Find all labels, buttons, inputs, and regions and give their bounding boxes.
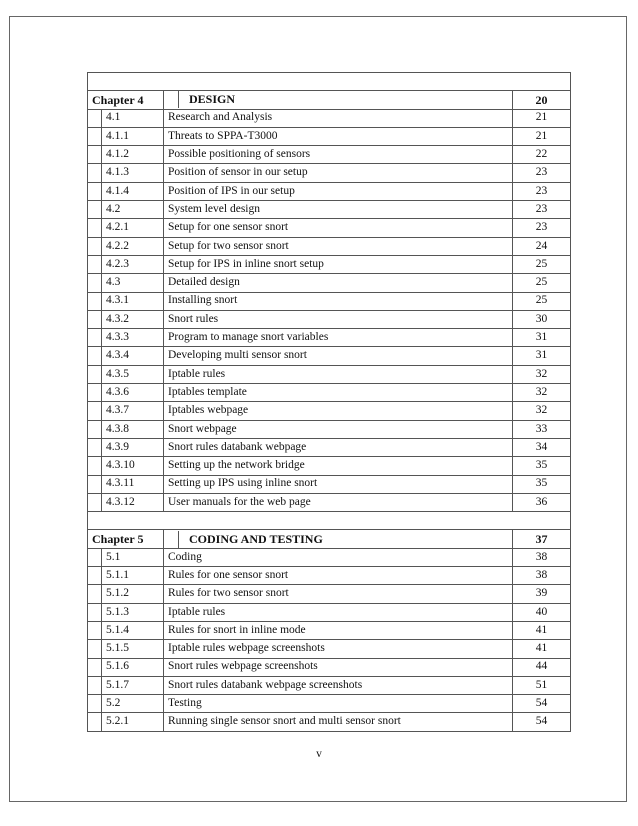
toc-entry-row [88,109,571,127]
section-page: 40 [513,603,571,621]
section-title: Research and Analysis [164,109,513,127]
section-title: System level design [164,201,513,219]
section-number: 5.1.4 [102,621,164,639]
toc-entry-row [88,384,571,402]
section-page: 25 [513,255,571,273]
section-title: Program to manage snort variables [164,329,513,347]
section-title: Running single sensor snort and multi sensor snort [164,713,513,731]
section-page: 38 [513,548,571,566]
section-number: 5.1.1 [102,567,164,585]
section-page: 34 [513,438,571,456]
section-page: 41 [513,640,571,658]
section-number: 4.3.1 [102,292,164,310]
section-number: 4.3 [102,274,164,292]
section-title: User manuals for the web page [164,493,513,511]
section-number: 5.2 [102,695,164,713]
section-page: 23 [513,182,571,200]
section-number: 4.3.3 [102,329,164,347]
section-page: 21 [513,127,571,145]
section-page: 23 [513,219,571,237]
section-number: 4.3.9 [102,438,164,456]
section-title: Snort rules databank webpage screenshots [164,676,513,694]
toc-entry-row [88,676,571,694]
toc-entry-row [88,457,571,475]
section-number: 4.2 [102,201,164,219]
section-title: Setting up the network bridge [164,457,513,475]
section-title: Detailed design [164,274,513,292]
section-page: 44 [513,658,571,676]
toc-entry-row [88,640,571,658]
section-number: 4.2.3 [102,255,164,273]
section-title: Rules for snort in inline mode [164,621,513,639]
section-page: 54 [513,695,571,713]
section-title: Setup for IPS in inline snort setup [164,255,513,273]
section-title: Snort webpage [164,420,513,438]
section-page: 32 [513,402,571,420]
section-title: Snort rules databank webpage [164,438,513,456]
section-title: Coding [164,548,513,566]
toc-body [88,73,571,732]
section-title: Setup for two sensor snort [164,237,513,255]
section-page: 21 [513,109,571,127]
section-number: 5.1.2 [102,585,164,603]
toc-entry-row [88,182,571,200]
toc-entry-row [88,585,571,603]
section-page: 38 [513,567,571,585]
toc-entry-row [88,420,571,438]
toc-entry-row [88,127,571,145]
section-page: 33 [513,420,571,438]
section-title: Iptables template [164,384,513,402]
chapter-page: 20 [513,91,571,109]
section-page: 39 [513,585,571,603]
section-number: 4.3.11 [102,475,164,493]
chapter-title: DESIGN [178,91,235,108]
toc-entry-row [88,603,571,621]
section-number: 4.1.4 [102,182,164,200]
toc-entry-row [88,658,571,676]
section-number: 5.2.1 [102,713,164,731]
section-page: 25 [513,292,571,310]
section-number: 5.1.6 [102,658,164,676]
chapter-label: Chapter 4 [88,91,164,109]
toc-entry-row [88,493,571,511]
section-title: Position of sensor in our setup [164,164,513,182]
toc-entry-row [88,438,571,456]
toc-entry-row [88,621,571,639]
section-title: Setting up IPS using inline snort [164,475,513,493]
toc-entry-row [88,548,571,566]
toc-entry-row [88,695,571,713]
toc-entry-row [88,310,571,328]
section-number: 5.1 [102,548,164,566]
section-title: Rules for two sensor snort [164,585,513,603]
section-page: 35 [513,457,571,475]
section-title: Iptable rules [164,603,513,621]
section-page: 36 [513,493,571,511]
toc-entry-row [88,567,571,585]
section-title: Snort rules [164,310,513,328]
chapter-label: Chapter 5 [88,530,164,548]
section-title: Developing multi sensor snort [164,347,513,365]
section-number: 4.3.8 [102,420,164,438]
section-number: 4.3.5 [102,365,164,383]
section-number: 4.3.10 [102,457,164,475]
section-number: 4.3.4 [102,347,164,365]
section-number: 4.3.12 [102,493,164,511]
toc-entry-row [88,237,571,255]
toc-entry-row [88,402,571,420]
section-title: Possible positioning of sensors [164,146,513,164]
toc-entry-row [88,164,571,182]
toc-entry-row [88,255,571,273]
section-number: 4.1 [102,109,164,127]
toc-entry-row [88,347,571,365]
toc-entry-row [88,201,571,219]
section-page: 35 [513,475,571,493]
section-number: 5.1.7 [102,676,164,694]
section-title: Testing [164,695,513,713]
section-page: 30 [513,310,571,328]
section-title: Iptable rules [164,365,513,383]
toc-entry-row [88,292,571,310]
section-title: Iptable rules webpage screenshots [164,640,513,658]
section-page: 51 [513,676,571,694]
chapter-title: CODING AND TESTING [178,531,323,548]
toc-entry-row [88,329,571,347]
section-title: Rules for one sensor snort [164,567,513,585]
section-number: 4.3.7 [102,402,164,420]
section-title: Setup for one sensor snort [164,219,513,237]
section-number: 4.1.3 [102,164,164,182]
section-page: 22 [513,146,571,164]
spacer-row [88,512,571,530]
section-number: 4.3.6 [102,384,164,402]
spacer-row [88,73,571,91]
section-title: Iptables webpage [164,402,513,420]
section-number: 5.1.5 [102,640,164,658]
section-title: Snort rules webpage screenshots [164,658,513,676]
table-of-contents [87,72,571,732]
toc-entry-row [88,146,571,164]
section-page: 32 [513,384,571,402]
section-page: 31 [513,329,571,347]
section-number: 4.1.2 [102,146,164,164]
section-page: 41 [513,621,571,639]
page-number: v [316,748,322,760]
chapter-row [88,91,571,109]
section-number: 4.1.1 [102,127,164,145]
section-page: 31 [513,347,571,365]
toc-entry-row [88,274,571,292]
chapter-page: 37 [513,530,571,548]
section-title: Threats to SPPA-T3000 [164,127,513,145]
section-page: 24 [513,237,571,255]
section-number: 4.2.2 [102,237,164,255]
toc-entry-row [88,219,571,237]
section-title: Installing snort [164,292,513,310]
toc-entry-row [88,365,571,383]
section-number: 5.1.3 [102,603,164,621]
toc-entry-row [88,713,571,731]
section-number: 4.2.1 [102,219,164,237]
toc-entry-row [88,475,571,493]
chapter-row [88,530,571,548]
section-title: Position of IPS in our setup [164,182,513,200]
section-page: 25 [513,274,571,292]
section-number: 4.3.2 [102,310,164,328]
section-page: 23 [513,164,571,182]
section-page: 54 [513,713,571,731]
section-page: 23 [513,201,571,219]
section-page: 32 [513,365,571,383]
